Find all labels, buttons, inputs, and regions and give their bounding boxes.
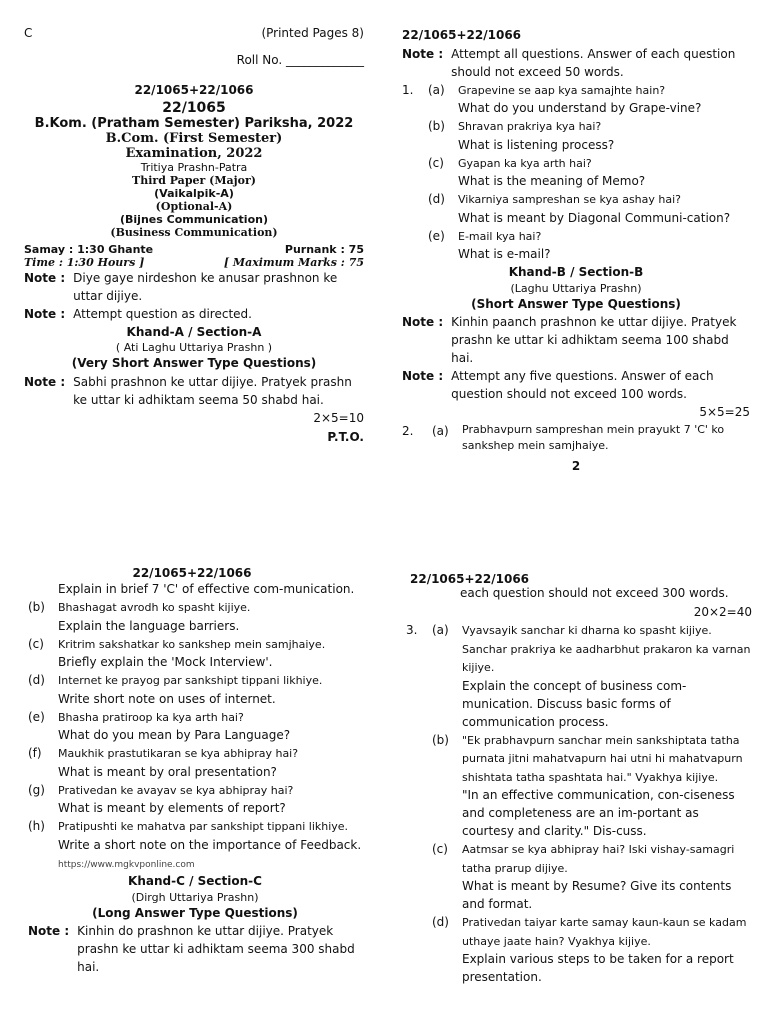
question-3 xyxy=(406,621,752,986)
exam-title-hindi: B.Kom. (Pratham Semester) Pariksha, 2022 xyxy=(34,115,354,131)
time-english: Time : 1:30 Hours ] xyxy=(24,255,145,269)
question-part: (a) Grapevine se aap kya samajhte hain? What do you understand by Grape-vine? xyxy=(428,82,702,116)
marks-hindi: Purnank : 75 xyxy=(284,242,364,256)
question-part: (b) "Ek prabhavpurn sanchar mein sankshiptata tatha purnata jitni mahatvapurn hai utni hi mahatvapurn shishtata tatha spashtata hai." Vyakhya kijiye. "In an effective communication, con-ciseness and completeness are an im-portant as courtesy and clarity." Dis-cuss. xyxy=(432,732,743,839)
pto: P.T.O. xyxy=(327,429,364,444)
page-2 xyxy=(384,0,768,512)
continued-note: each question should not exceed 300 words. xyxy=(460,586,729,600)
watermark: https://www.mgkvponline.com xyxy=(58,859,195,870)
optional-hindi: (Vaikalpik-A) xyxy=(154,186,234,200)
question-part: (b) Bhashagat avrodh ko spasht kijiye. Explain the language barriers. xyxy=(28,600,251,633)
question-part: (e) Bhasha pratiroop ka kya arth hai? What do you mean by Para Language? xyxy=(28,709,291,742)
question-part: (c) Kritrim sakshatkar ko sankshep mein samjhaiye. Briefly explain the 'Mock Interview'. xyxy=(28,636,326,669)
question-part: (h) Pratipushti ke mahatva par sankshipt tippani likhiye. Write a short note on the importance of Feedback. https://www.mgkvponline.com xyxy=(28,819,362,870)
question-part: (a) Vyavsayik sanchar ki dharna ko spasht kijiye. Sanchar prakriya ke aadharbhut prakaron ka varnan kijiye. Explain the concept of business com-munication. Discuss basic forms of communication process. xyxy=(432,623,751,729)
section-c-sub-hindi: (Dirgh Uttariya Prashn) xyxy=(131,890,259,904)
section-b-sub-english: (Short Answer Type Questions) xyxy=(471,296,681,311)
subject-hindi: (Bijnes Communication) xyxy=(120,212,268,226)
section-b-sub-hindi: (Laghu Uttariya Prashn) xyxy=(510,281,642,295)
time-hindi: Samay : 1:30 Ghante xyxy=(24,242,154,256)
corner-mark: C xyxy=(24,26,33,40)
question-1-number: 1. xyxy=(402,82,414,97)
section-a-marks: 2×5=10 xyxy=(313,410,364,425)
note-hindi: Note : Diye gaye nirdeshon ke anusar prashnon ke uttar dijiye. xyxy=(24,270,338,303)
question-2a-hindi: 2. (a) Prabhavpurn sampreshan mein prayukt 7 'C' ko sankshep mein samjhaiye. xyxy=(402,422,725,453)
section-c-note: Note : Kinhin do prashnon ke uttar dijiye. Pratyek prashn ke uttar ki adhiktam seema 300 shabd hai. xyxy=(28,924,355,975)
paper-english: Third Paper (Major) xyxy=(132,173,256,187)
section-b-heading: Khand-B / Section-B xyxy=(508,265,644,280)
section-c-marks: 20×2=40 xyxy=(693,604,752,619)
page2-note: Note : Attempt all questions. Answer of each question should not exceed 50 words. xyxy=(402,46,736,79)
section-a-sub-hindi: ( Ati Laghu Uttariya Prashn ) xyxy=(115,341,273,355)
section-b-marks: 5×5=25 xyxy=(699,405,750,420)
page1-header xyxy=(24,24,364,43)
paper-code-combined: 22/1065+22/1066 xyxy=(134,83,254,98)
optional-english: (Optional-A) xyxy=(155,199,233,213)
printed-pages: (Printed Pages 8) xyxy=(261,26,364,40)
note-english: Note : Attempt question as directed. xyxy=(24,306,252,321)
question-1 xyxy=(402,81,750,264)
page-4 xyxy=(384,512,768,1024)
paper-hindi: Tritiya Prashn-Patra xyxy=(140,160,248,174)
page-1 xyxy=(0,0,384,512)
section-b-note: Note : Attempt any five questions. Answer of each question should not exceed 100 words. xyxy=(402,369,714,402)
page2-code: 22/1065+22/1066 xyxy=(402,28,522,42)
question-3-number: 3. xyxy=(406,623,418,638)
page-3 xyxy=(0,512,384,1024)
paper-code: 22/1065 xyxy=(162,99,226,116)
section-b-note-hindi: Note : Kinhin paanch prashnon ke uttar dijiye. Pratyek prashn ke uttar ki adhiktam seema 100 shabd hai. xyxy=(402,315,737,366)
question-part: (d) Vikarniya sampreshan se kya ashay hai? What is meant by Diagonal Communi-cation? xyxy=(428,192,731,225)
question-part: (b) Shravan prakriya kya hai? What is listening process? xyxy=(428,119,615,152)
subject-english: (Business Communication) xyxy=(110,225,278,239)
time-marks-hindi xyxy=(24,243,364,256)
question-1-parts xyxy=(428,81,750,264)
section-a-heading: Khand-A / Section-A xyxy=(126,324,262,339)
question-part: (c) Aatmsar se kya abhipray hai? Iski vishay-samagri tatha prarup dijiye. What is meant by Resume? Give its contents and format. xyxy=(432,842,735,912)
marks-english: [ Maximum Marks : 75 xyxy=(223,255,364,269)
question-part: (g) Prativedan ke avayav se kya abhipray hai? What is meant by elements of report? xyxy=(28,782,294,815)
exam-title-2: Examination, 2022 xyxy=(125,145,263,161)
section-c-sub-english: (Long Answer Type Questions) xyxy=(92,905,298,920)
question-part: (d) Internet ke prayog par sankshipt tippani likhiye. Write short note on uses of internet. xyxy=(28,673,323,706)
page3-body xyxy=(28,580,362,976)
question-part: (e) E-mail kya hai? What is e-mail? xyxy=(428,228,551,262)
exam-title-1: B.Com. (First Semester) xyxy=(105,130,283,146)
time-marks-english xyxy=(24,256,364,269)
question-3-parts xyxy=(432,621,752,986)
question-part: (c) Gyapan ka kya arth hai? What is the meaning of Memo? xyxy=(428,155,646,189)
page3-code: 22/1065+22/1066 xyxy=(132,566,252,580)
page-number: 2 xyxy=(571,458,581,473)
roll-no: Roll No. _____________ xyxy=(236,52,364,67)
section-c-heading: Khand-C / Section-C xyxy=(128,874,262,888)
section-a-note: Note : Sabhi prashnon ke uttar dijiye. Pratyek prashn ke uttar ki adhiktam seema 50 shabd hai. xyxy=(24,374,352,407)
section-a-sub-english: (Very Short Answer Type Questions) xyxy=(71,356,317,371)
question-2a-english: Explain in brief 7 'C' of effective com-munication. xyxy=(58,582,355,596)
question-part: (f) Maukhik prastutikaran se kya abhipray hai? What is meant by oral presentation? xyxy=(28,746,299,779)
page4-code: 22/1065+22/1066 xyxy=(410,572,530,586)
question-part: (d) Prativedan taiyar karte samay kaun-kaun se kadam uthaye jaate hain? Vyakhya kijiye. Explain various steps to be taken for a report presentation. xyxy=(432,915,747,985)
